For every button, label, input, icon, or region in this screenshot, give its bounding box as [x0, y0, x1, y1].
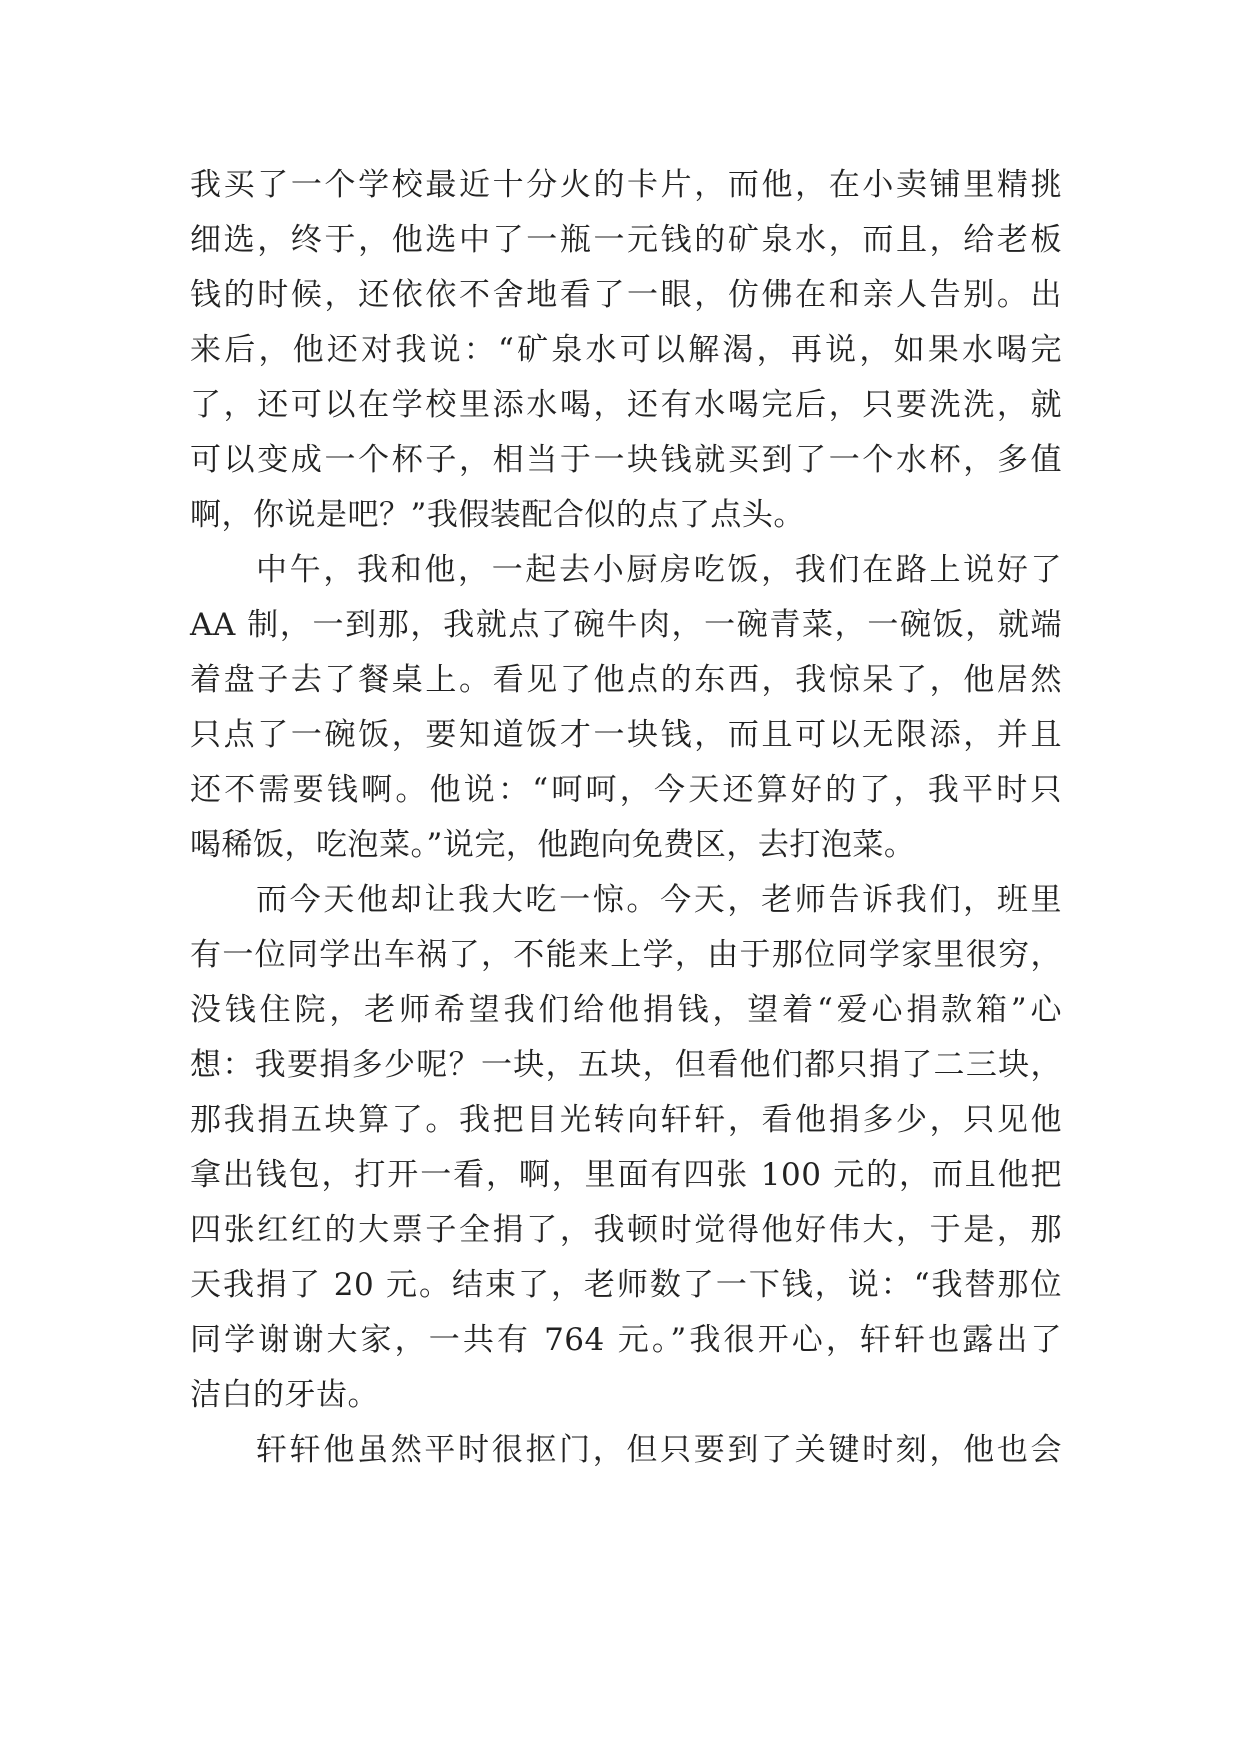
- text-line: 拿出钱包，打开一看，啊，里面有四张 100 元的，而且他把: [190, 1157, 1062, 1193]
- text-line: 着盘子去了餐桌上。看见了他点的东西，我惊呆了，他居然: [190, 662, 1062, 698]
- text-line: 四张红红的大票子全捐了，我顿时觉得他好伟大，于是，那: [190, 1212, 1062, 1248]
- text-line: 天我捐了 20 元。结束了，老师数了一下钱，说：“我替那位: [190, 1267, 1062, 1303]
- text-line: AA 制，一到那，我就点了碗牛肉，一碗青菜，一碗饭，就端: [190, 607, 1062, 643]
- text-line: 没钱住院，老师希望我们给他捐钱，望着“爱心捐款箱”心: [190, 992, 1062, 1028]
- text-line: 中午，我和他，一起去小厨房吃饭，我们在路上说好了: [256, 552, 1062, 588]
- text-line: 那我捐五块算了。我把目光转向轩轩，看他捐多少，只见他: [190, 1102, 1062, 1138]
- text-line: 细选，终于，他选中了一瓶一元钱的矿泉水，而且，给老板: [190, 222, 1062, 258]
- text-line: 啊，你说是吧？”我假装配合似的点了点头。: [190, 497, 805, 533]
- text-line: 钱的时候，还依依不舍地看了一眼，仿佛在和亲人告别。出: [190, 277, 1062, 313]
- text-line: 还不需要钱啊。他说：“呵呵，今天还算好的了，我平时只: [190, 772, 1062, 808]
- text-line: 可以变成一个杯子，相当于一块钱就买到了一个水杯，多值: [190, 442, 1062, 478]
- body-text: [190, 158, 1062, 1478]
- text-line: 喝稀饭，吃泡菜。”说完，他跑向免费区，去打泡菜。: [190, 827, 916, 863]
- text-line: 了，还可以在学校里添水喝，还有水喝完后，只要洗洗，就: [190, 387, 1062, 423]
- text-line: 而今天他却让我大吃一惊。今天，老师告诉我们，班里: [256, 882, 1062, 918]
- text-line: 我买了一个学校最近十分火的卡片，而他，在小卖铺里精挑: [190, 167, 1062, 203]
- text-line: 有一位同学出车祸了，不能来上学，由于那位同学家里很穷，: [190, 937, 1062, 973]
- text-line: 来后，他还对我说：“矿泉水可以解渴，再说，如果水喝完: [190, 332, 1062, 368]
- text-line: 同学谢谢大家，一共有 764 元。”我很开心，轩轩也露出了: [190, 1322, 1062, 1358]
- text-line: 轩轩他虽然平时很抠门，但只要到了关键时刻，他也会: [256, 1432, 1062, 1468]
- text-line: 想：我要捐多少呢？一块，五块，但看他们都只捐了二三块，: [190, 1047, 1062, 1083]
- text-line: 洁白的牙齿。: [190, 1377, 379, 1413]
- text-line: 只点了一碗饭，要知道饭才一块钱，而且可以无限添，并且: [190, 717, 1062, 753]
